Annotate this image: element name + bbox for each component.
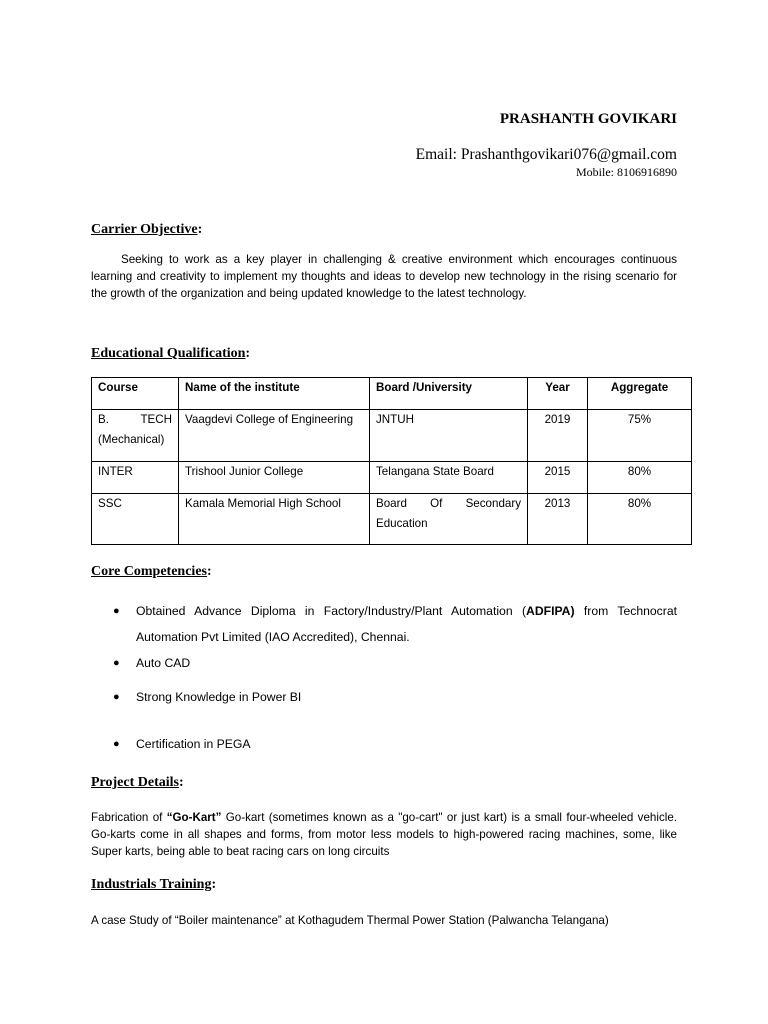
col-institute: Name of the institute xyxy=(179,378,370,410)
competencies-heading: Core Competencies: xyxy=(91,564,212,579)
cell-course: INTER xyxy=(92,462,179,494)
project-heading: Project Details: xyxy=(91,775,184,790)
col-board: Board /University xyxy=(370,378,528,410)
col-aggregate: Aggregate xyxy=(588,378,692,410)
training-heading: Industrials Training: xyxy=(91,877,217,892)
table-row xyxy=(92,494,692,545)
cell-year: 2019 xyxy=(528,410,588,462)
cell-course: SSC xyxy=(92,494,179,545)
competencies-list xyxy=(113,598,677,758)
bullet-dot-icon: ● xyxy=(113,657,120,669)
cell-institute: Vaagdevi College of Engineering xyxy=(179,410,370,462)
objective-heading: Carrier Objective: xyxy=(91,222,203,237)
cell-year: 2013 xyxy=(528,494,588,545)
cell-institute: Trishool Junior College xyxy=(179,462,370,494)
cell-aggregate: 75% xyxy=(588,410,692,462)
bullet-dot-icon: ● xyxy=(113,738,120,750)
project-text: Fabrication of “Go-Kart” Go-kart (sometimes known as a "go-cart" or just kart) is a small four-wheeled vehicle. Go-karts come in all shapes and forms, from motor less models to high-powered racing machines, some, like Super karts, being able to beat racing cars on long circuits xyxy=(91,811,677,858)
candidate-name: PRASHANTH GOVIKARI xyxy=(499,111,677,127)
education-heading: Educational Qualification: xyxy=(91,346,251,361)
education-table xyxy=(91,377,692,545)
mobile-line: Mobile: 8106916890 xyxy=(576,165,677,179)
list-item: ● Auto CAD xyxy=(113,650,677,676)
table-row xyxy=(92,462,692,494)
cell-board: JNTUH xyxy=(370,410,528,462)
cell-board: Telangana State Board xyxy=(370,462,528,494)
objective-text: Seeking to work as a key player in challenging & creative environment which encourages continuous learning and creativity to implement my thoughts and ideas to develop new technology in the rising scenario for the growth of the organization and being updated knowledge to the latest technology. xyxy=(91,253,677,300)
cell-course: B. TECH (Mechanical) xyxy=(92,410,179,462)
list-item: ● Obtained Advance Diploma in Factory/Industry/Plant Automation (ADFIPA) from Technocrat Automation Pvt Limited (IAO Accredited), Chennai. xyxy=(113,598,677,650)
training-text: A case Study of “Boiler maintenance” at Kothagudem Thermal Power Station (Palwancha Telangana) xyxy=(91,914,609,927)
list-item: ● Certification in PEGA xyxy=(113,731,677,757)
cell-institute: Kamala Memorial High School xyxy=(179,494,370,545)
table-header-row xyxy=(92,378,692,410)
cell-year: 2015 xyxy=(528,462,588,494)
table-row xyxy=(92,410,692,462)
col-year: Year xyxy=(528,378,588,410)
cell-board: Board Of Secondary Education xyxy=(370,494,528,545)
list-item: ● Strong Knowledge in Power BI xyxy=(113,684,677,710)
bullet-dot-icon: ● xyxy=(113,605,120,617)
cell-aggregate: 80% xyxy=(588,494,692,545)
col-course: Course xyxy=(92,378,179,410)
cell-aggregate: 80% xyxy=(588,462,692,494)
email-line: Email: Prashanthgovikari076@gmail.com xyxy=(415,146,677,163)
bullet-dot-icon: ● xyxy=(113,691,120,703)
